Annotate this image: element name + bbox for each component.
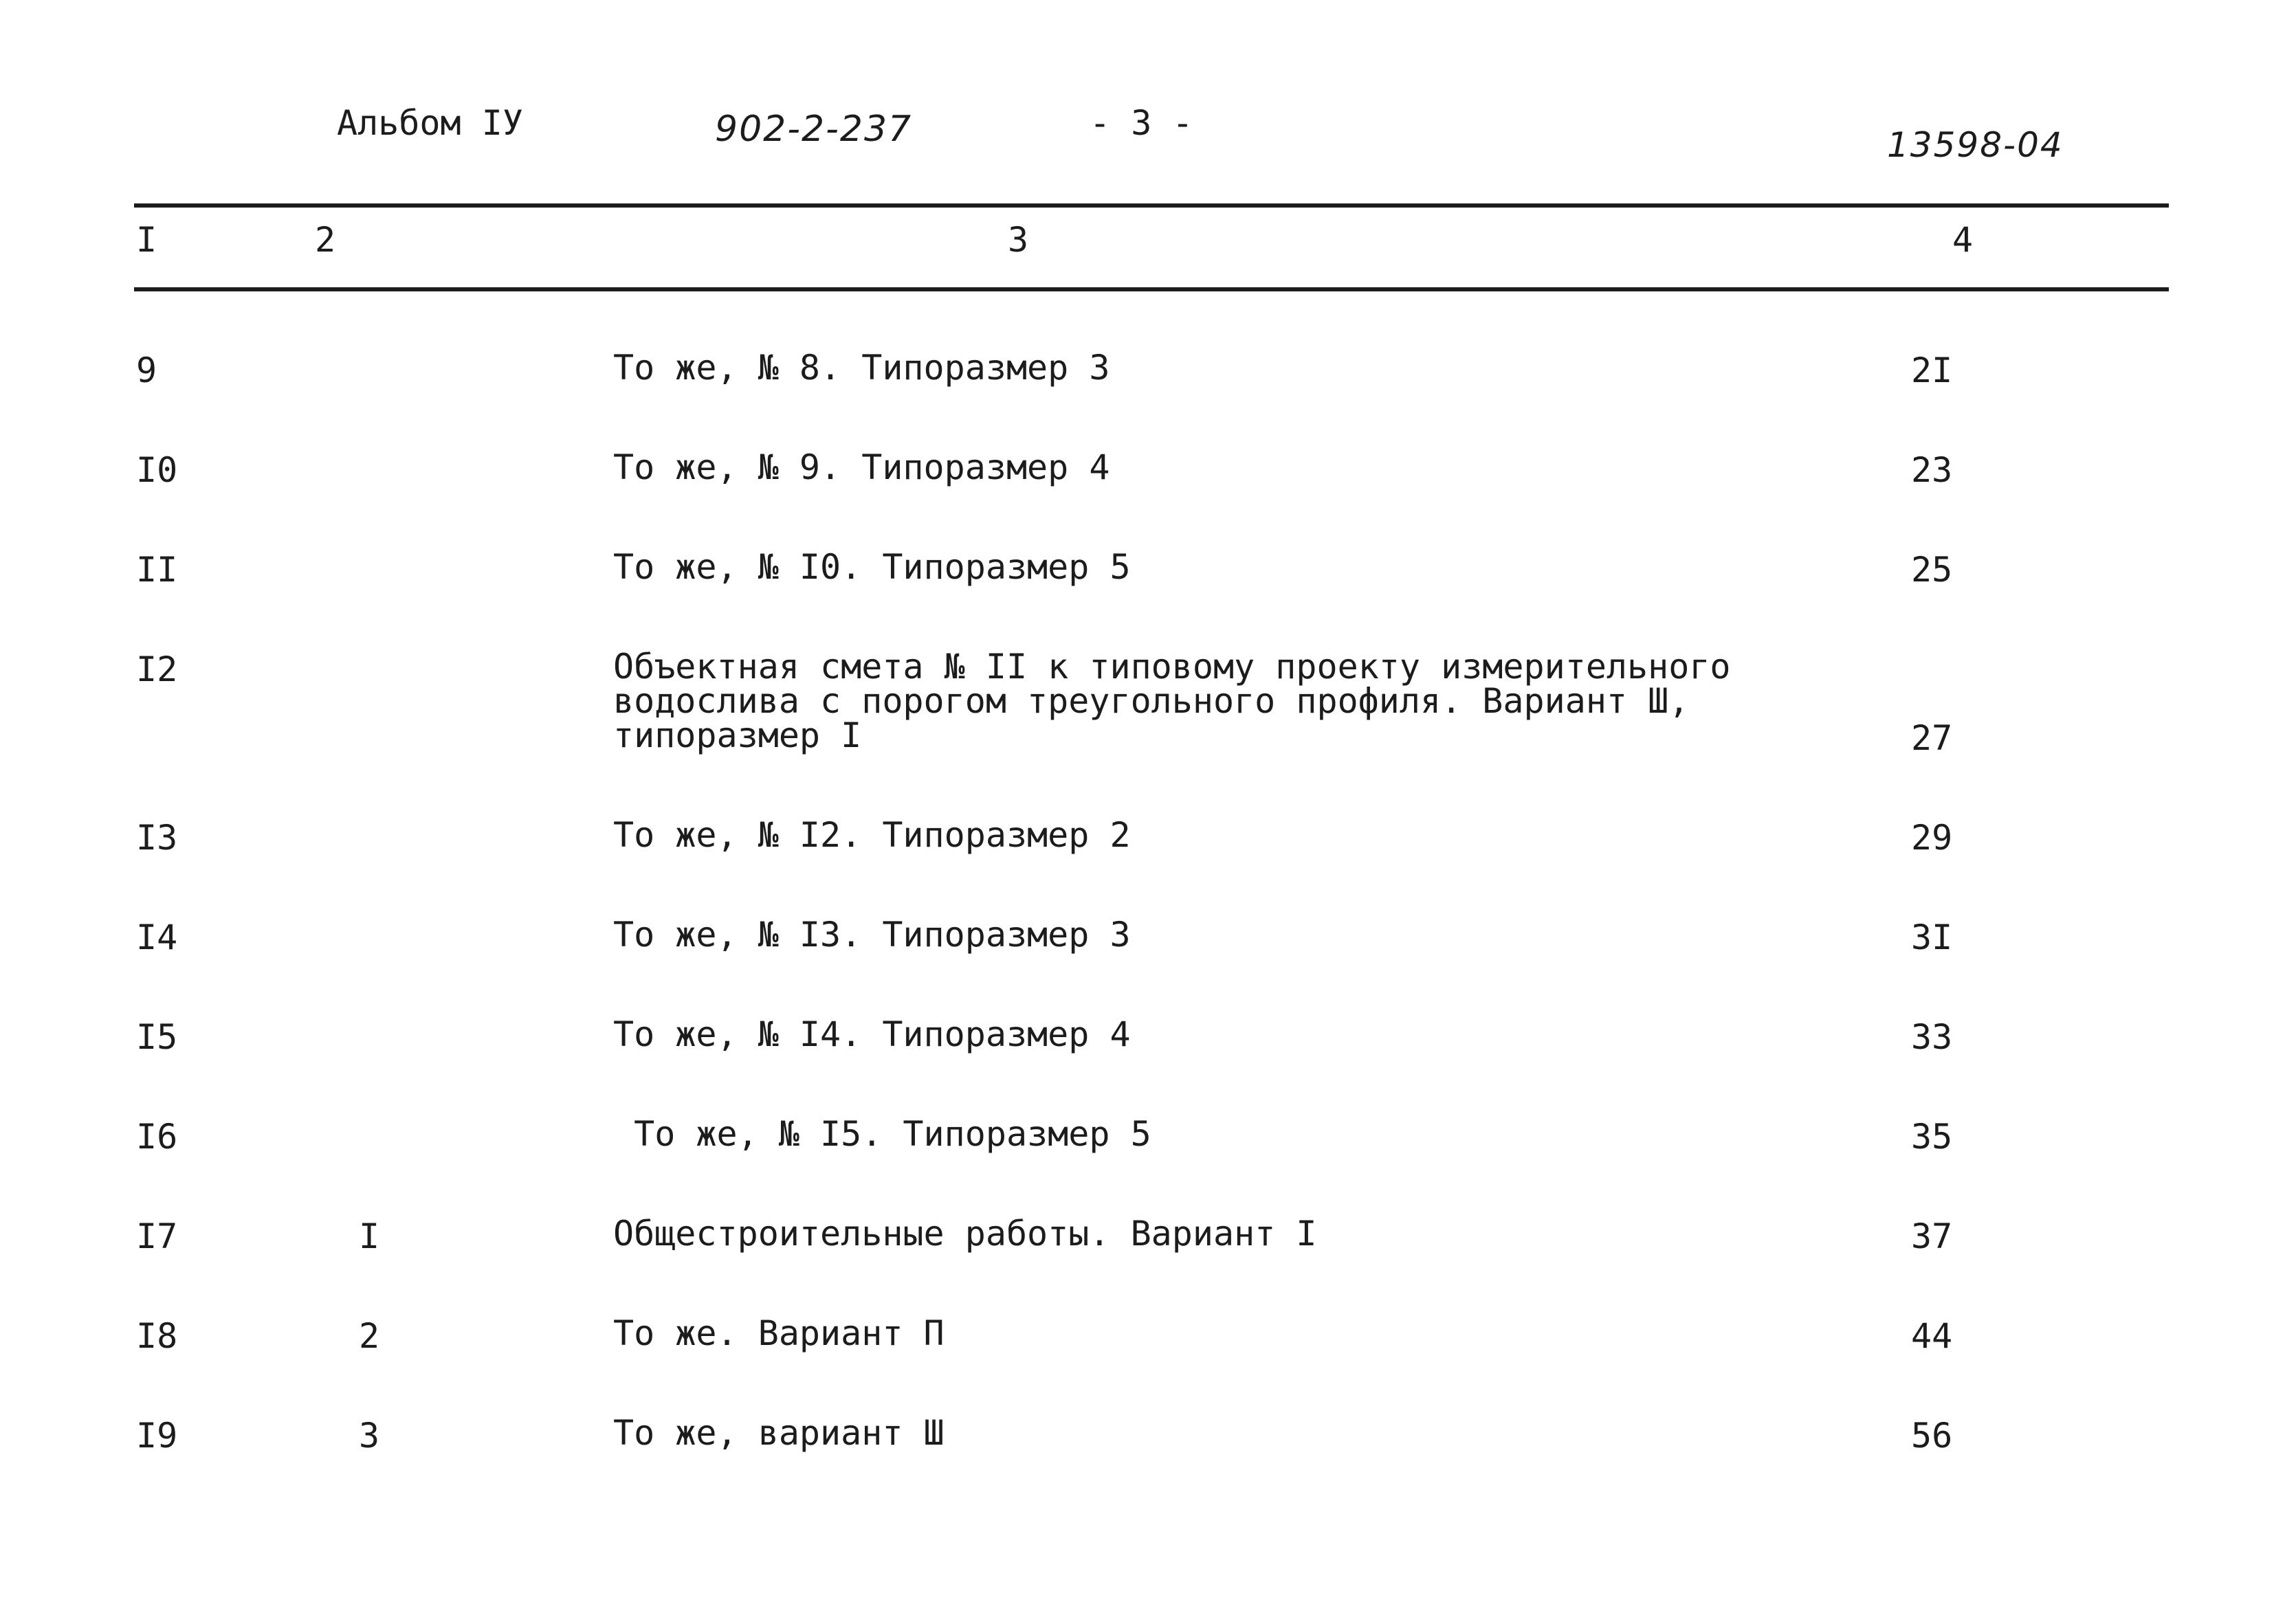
page-ref: 25 xyxy=(1911,550,1953,590)
column-header-2: 2 xyxy=(315,220,336,260)
album-label: Альбом IУ xyxy=(337,103,523,143)
row-title: То же, № 9. Типоразмер 4 xyxy=(613,447,1110,487)
section-number: I xyxy=(359,1216,380,1256)
page-ref: 27 xyxy=(1911,718,1953,758)
column-header-1: I xyxy=(136,220,157,260)
page-ref: 56 xyxy=(1911,1416,1953,1456)
row-title: То же, № I5. Типоразмер 5 xyxy=(613,1114,1151,1154)
row-title: То же, вариант Ш xyxy=(613,1413,945,1453)
row-title: То же, № I3. Типоразмер 3 xyxy=(613,915,1131,955)
column-header-4: 4 xyxy=(1952,220,1974,260)
table-top-rule xyxy=(134,203,2169,208)
row-number: I9 xyxy=(136,1416,178,1456)
column-header-3: 3 xyxy=(1008,220,1029,260)
row-title: То же, № 8. Типоразмер 3 xyxy=(613,348,1110,388)
row-number: I7 xyxy=(136,1216,178,1256)
section-number: 3 xyxy=(359,1416,380,1456)
page-ref: 23 xyxy=(1911,450,1953,490)
row-number: I8 xyxy=(136,1316,178,1356)
page-ref: 29 xyxy=(1911,818,1953,858)
row-number: 9 xyxy=(136,351,157,390)
row-title: То же, № I0. Типоразмер 5 xyxy=(613,547,1131,587)
project-code: 902-2-237 xyxy=(715,109,913,150)
row-title: То же, № I2. Типоразмер 2 xyxy=(613,815,1131,855)
page-ref: 35 xyxy=(1911,1117,1953,1157)
page-number: - 3 - xyxy=(1090,103,1193,143)
row-title: Объектная смета № II к типовому проекту измерительного водослива с порогом треугольного профиля. Вариант Ш, типоразмер I xyxy=(613,647,1731,755)
section-number: 2 xyxy=(359,1316,380,1356)
table-header-rule xyxy=(134,287,2169,291)
row-title: Общестроительные работы. Вариант I xyxy=(613,1214,1317,1254)
row-number: I3 xyxy=(136,818,178,858)
row-number: I4 xyxy=(136,917,178,957)
row-number: I6 xyxy=(136,1117,178,1157)
row-title: То же, № I4. Типоразмер 4 xyxy=(613,1014,1131,1054)
row-number: II xyxy=(136,550,178,590)
page-ref: 37 xyxy=(1911,1216,1953,1256)
page-ref: 2I xyxy=(1911,351,1953,390)
row-number: I2 xyxy=(136,649,178,689)
row-number: I0 xyxy=(136,450,178,490)
row-number: I5 xyxy=(136,1017,178,1057)
page-ref: 44 xyxy=(1911,1316,1953,1356)
page-ref: 3I xyxy=(1911,917,1953,957)
page-ref: 33 xyxy=(1911,1017,1953,1057)
document-number: 13598-04 xyxy=(1887,125,2064,165)
row-title: То же. Вариант П xyxy=(613,1313,945,1353)
